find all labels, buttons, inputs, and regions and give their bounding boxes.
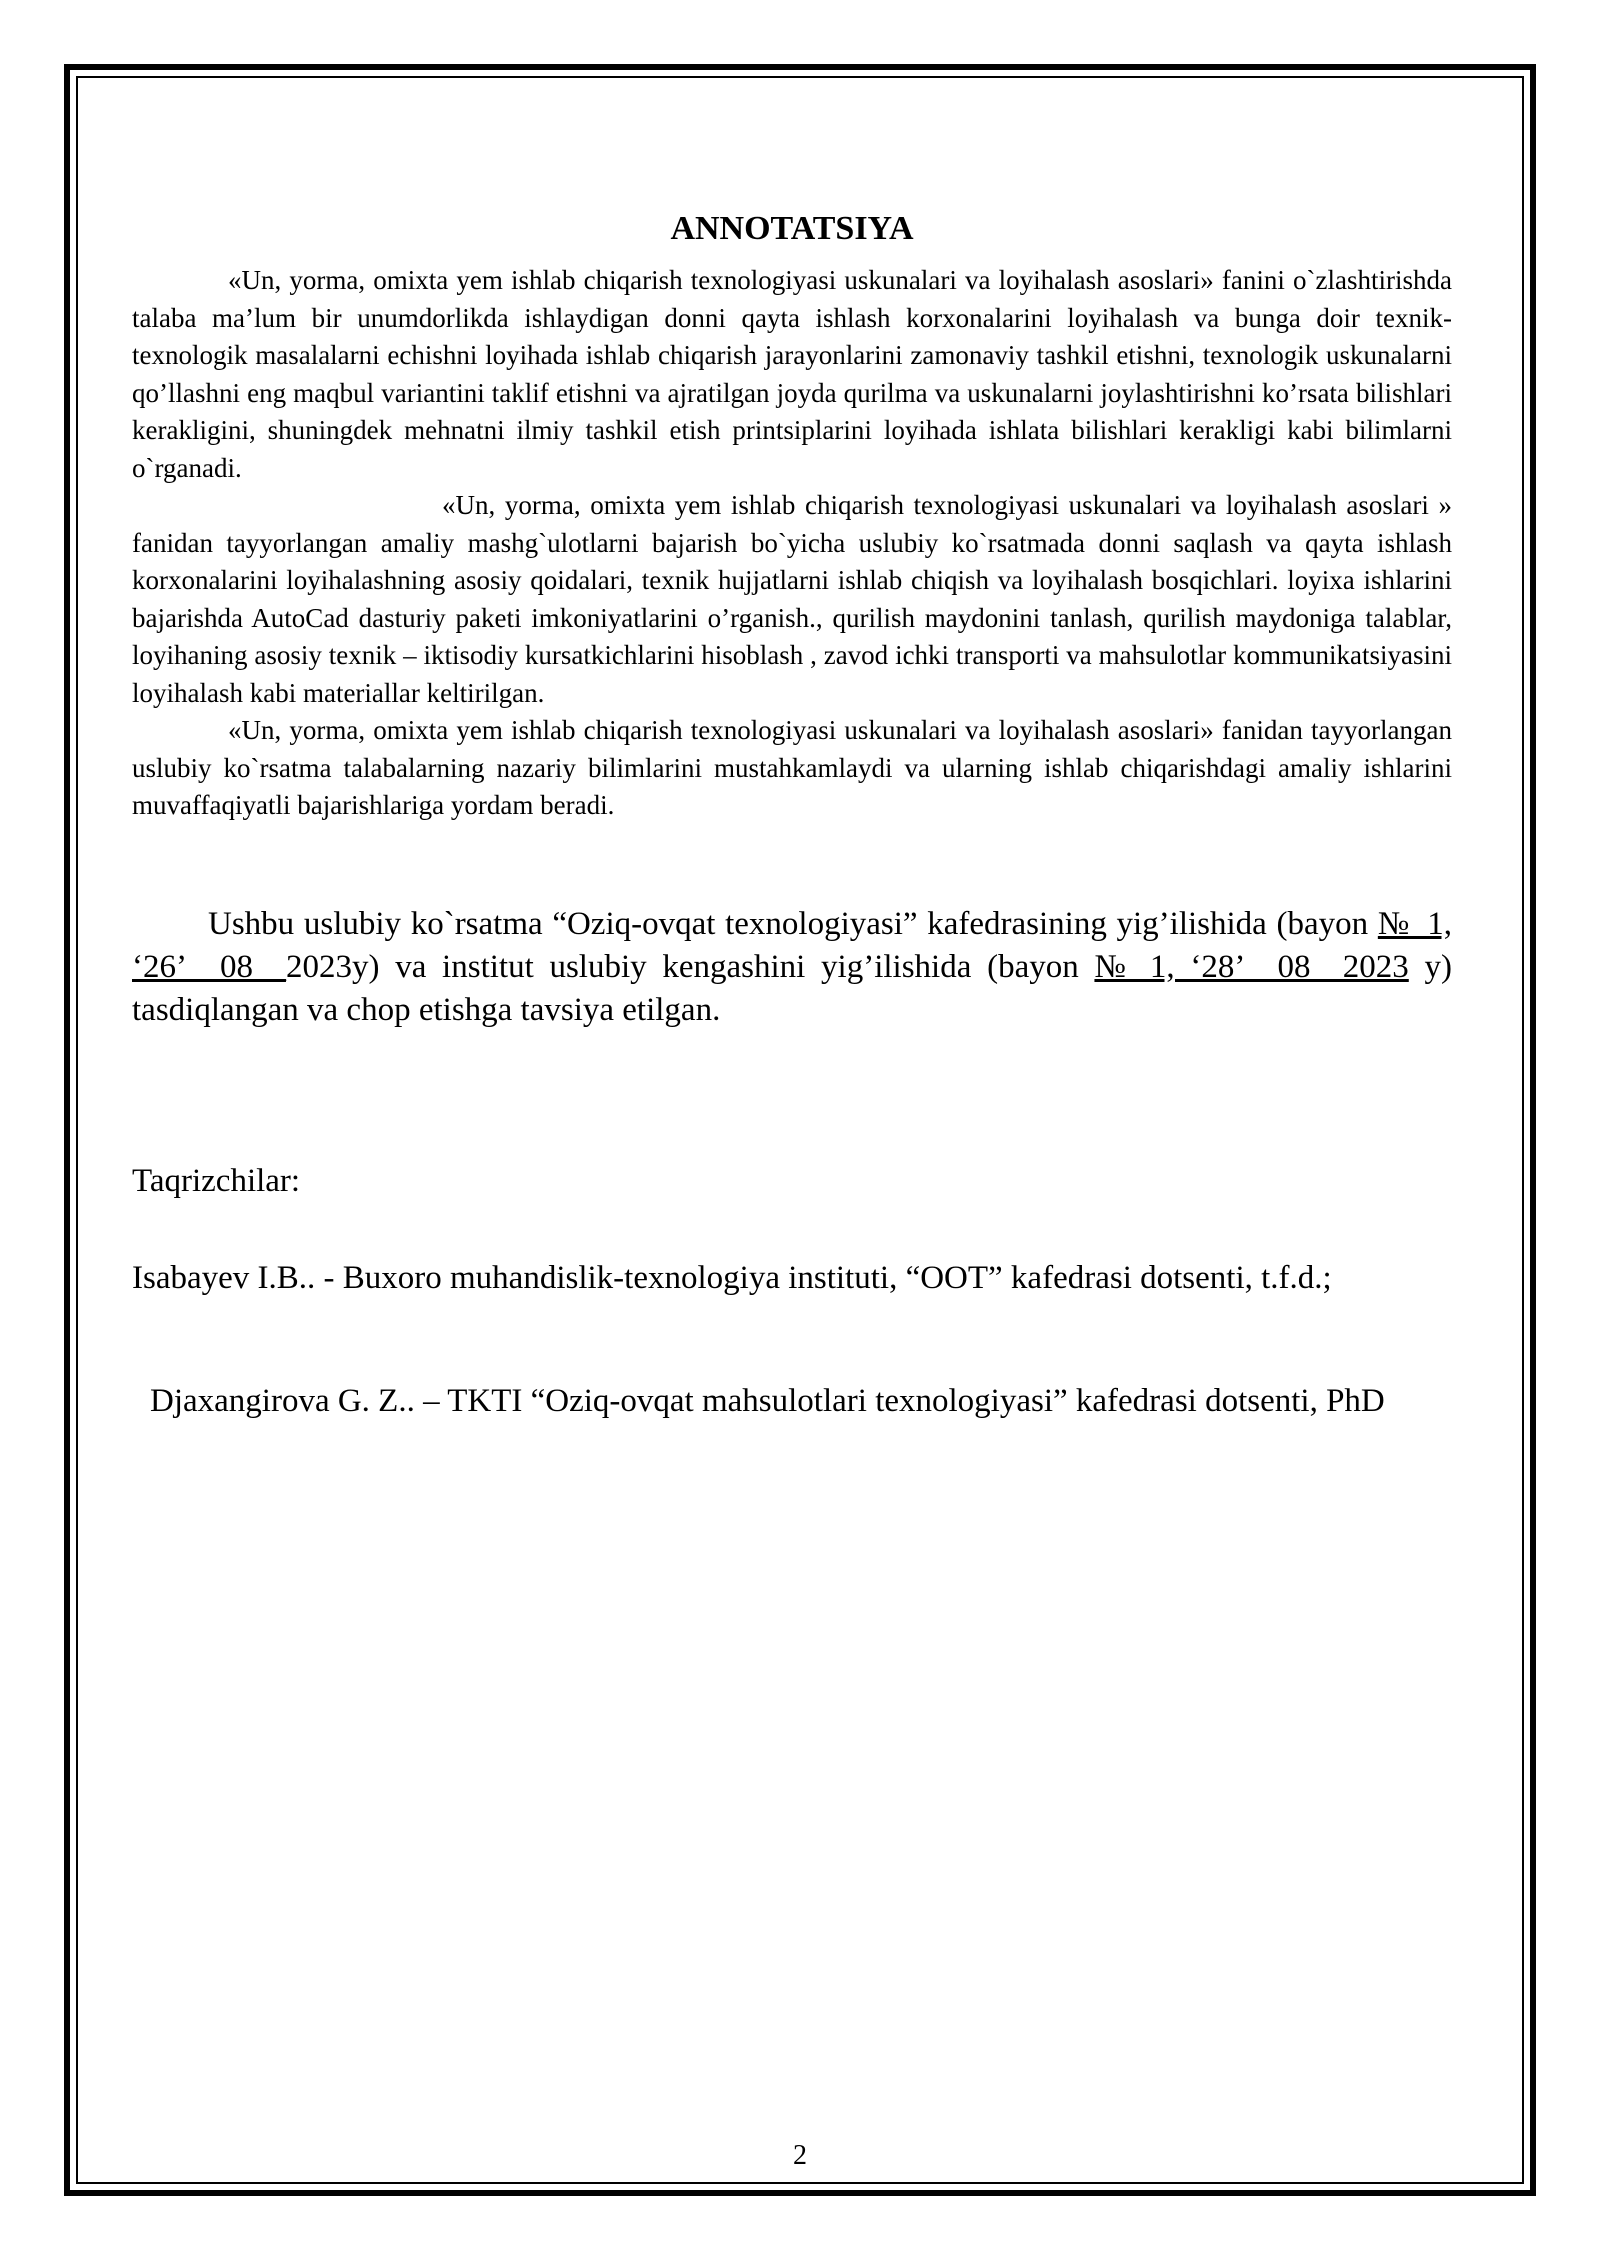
page-content bbox=[132, 210, 1452, 1423]
annotation-body bbox=[132, 262, 1452, 825]
document-title: ANNOTATSIYA bbox=[670, 210, 914, 247]
reviewer-2: Djaxangirova G. Z.. – TKTI “Oziq-ovqat mahsulotlari texnologiyasi” kafedrasi dotsenti, PhD bbox=[150, 1382, 1385, 1419]
approval-text-3: y) tasdiqlangan va chop etishga tavsiya etilgan. bbox=[132, 948, 1452, 1028]
reviewers-heading: Taqrizchilar: bbox=[132, 1162, 301, 1199]
approval-text-1: Ushbu uslubiy ko`rsatma “Oziq-ovqat texnologiyasi” kafedrasining yig’ilishida (bayon bbox=[208, 905, 1378, 942]
annotation-paragraph-3: «Un, yorma, omixta yem ishlab chiqarish texnologiyasi uskunalari va loyihalash asoslari» fanidan tayyorlangan uslubiy ko`rsatma talabalarning nazariy bilimlarini mustahkamlaydi va ularning ishlab chiqarishdagi amaliy ishlarini muvaffaqiyatli bajarishlariga yordam beradi. bbox=[132, 715, 1452, 820]
annotation-paragraph-1: «Un, yorma, omixta yem ishlab chiqarish texnologiyasi uskunalari va loyihalash asoslari» fanini o`zlashtirishda talaba ma’lum bir unumdorlikda ishlaydigan donni qayta ishlash korxonalarini loyihalash va bunga doir texnik-texnologik masalalarni echishni loyihada ishlab chiqarish jarayonlarini zamonaviy tashkil etishni, texnologik uskunalarni qo’llashni eng maqbul variantini taklif etishni va ajratilgan joyda qurilma va uskunalarni joylashtirishni ko’rsata bilishlari kerakligini, shuningdek mehnatni ilmiy tashkil etish printsiplarini loyihada ishlata bilishlari kerakligi kabi bilimlarni o`rganadi. bbox=[132, 265, 1452, 483]
approval-statement bbox=[132, 903, 1452, 1032]
protocol-number-1: №_1, ‘26’__08__ bbox=[132, 905, 1452, 985]
annotation-paragraph-2: «Un, yorma, omixta yem ishlab chiqarish texnologiyasi uskunalari va loyihalash asoslari » fanidan tayyorlangan amaliy mashg`ulotlarni bajarish bo`yicha uslubiy ko`rsatmada donni saqlash va qayta ishlash korxonalarini loyihalashning asosiy qoidalari, texnik hujjatlarni ishlab chiqish va loyihalash bosqichlari. loyixa ishlarini bajarishda AutoCad dasturiy paketi imkoniyatlarini o’rganish., qurilish maydonini tanlash, qurilish maydoniga talablar, loyihaning asosiy texnik – iktisodiy kursatkichlarini hisoblash , zavod ichki transporti va mahsulotlar kommunikatsiyasini loyihalash kabi materiallar keltirilgan. bbox=[132, 490, 1452, 708]
protocol-number-2: №_1, ‘28’_ 08 _2023 bbox=[1094, 948, 1409, 985]
page-number: 2 bbox=[793, 2140, 807, 2171]
approval-text-2: 2023y) va institut uslubiy kengashini yig’ilishida (bayon bbox=[285, 948, 1095, 985]
reviewer-1: Isabayev I.B.. - Buxoro muhandislik-texnologiya instituti, “OOT” kafedrasi dotsenti, t.f.d.; bbox=[132, 1259, 1332, 1296]
